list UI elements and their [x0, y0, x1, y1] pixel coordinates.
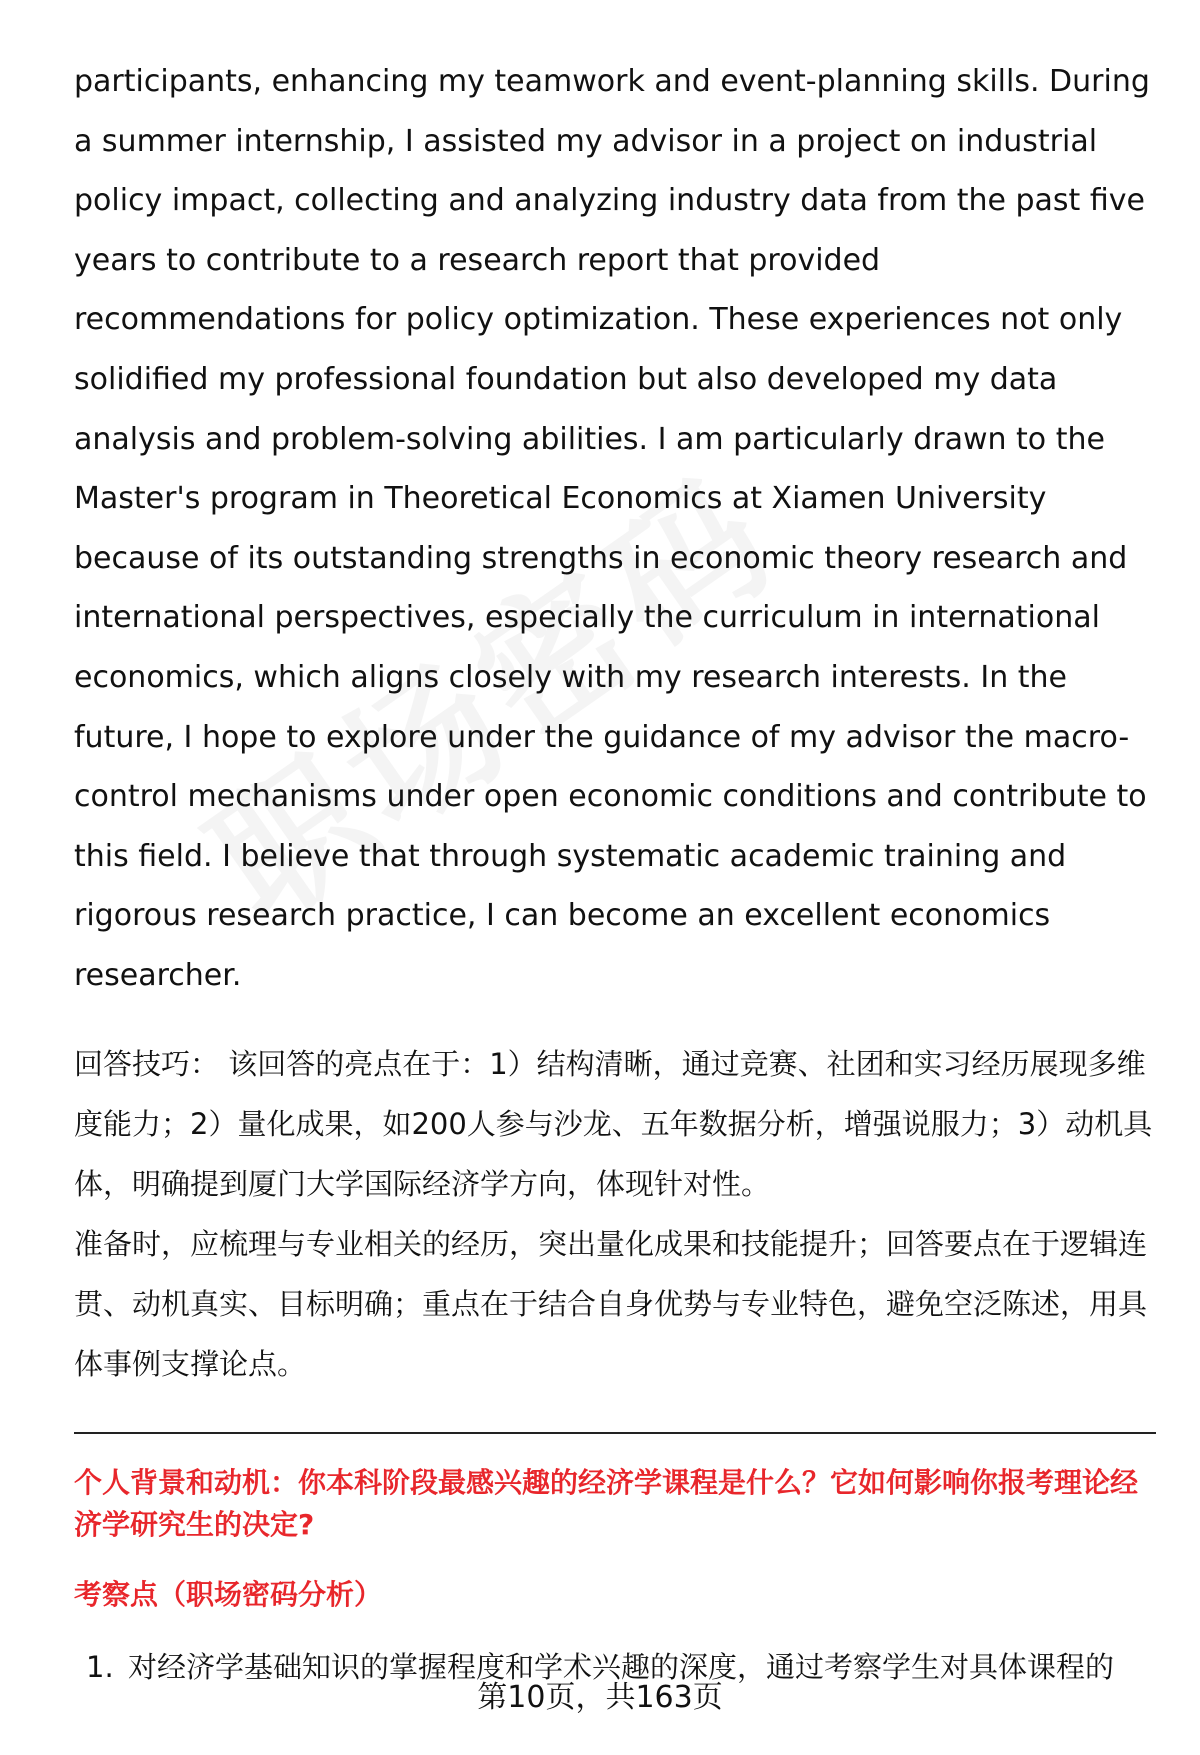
section-title: 考察点（职场密码分析） — [74, 1577, 383, 1611]
list-item-text: 对经济学基础知识的掌握程度和学术兴趣的深度，通过考察学生对具体课程的 — [128, 1649, 1115, 1684]
page-content — [74, 52, 1156, 1688]
question-heading: 个人背景和动机：你本科阶段最感兴趣的经济学课程是什么？它如何影响你报考理论经济学研究生的决定? — [74, 1465, 1139, 1541]
page-number: 第10页，共163页 — [477, 1680, 723, 1715]
preparation-paragraph: 准备时，应梳理与专业相关的经历，突出量化成果和技能提升；回答要点在于逻辑连贯、动机真实、目标明确；重点在于结合自身优势与专业特色，避免空泛陈述，用具体事例支撑论点。 — [74, 1226, 1148, 1381]
section-divider — [74, 1432, 1156, 1434]
tips-paragraph: 回答技巧： 该回答的亮点在于：1）结构清晰，通过竞赛、社团和实习经历展现多维度能力；2）量化成果，如200人参与沙龙、五年数据分析，增强说服力；3）动机具体，明确提到厦门大学国际经济学方向，体现针对性。 — [74, 1046, 1153, 1201]
essay-paragraph: participants, enhancing my teamwork and event-planning skills. During a summer internship, I assisted my advisor in a project on industrial policy impact, collecting and analyzing industry data from the past five years to contribute to a research report that provided recommendations for policy optimization. These experiences not only solidified my professional foundation but also developed my data analysis and problem-solving abilities. I am particularly drawn to the Master's program in Theoretical Economics at Xiamen University because of its outstanding strengths in economic theory research and international perspectives, especially the curriculum in international economics, which aligns closely with my research interests. In the future, I hope to explore under the guidance of my advisor the macro-control mechanisms under open economic conditions and contribute to this field. I believe that through systematic academic training and rigorous research practice, I can become an excellent economics researcher. — [74, 64, 1150, 993]
list-item-number: 1. — [86, 1649, 114, 1684]
